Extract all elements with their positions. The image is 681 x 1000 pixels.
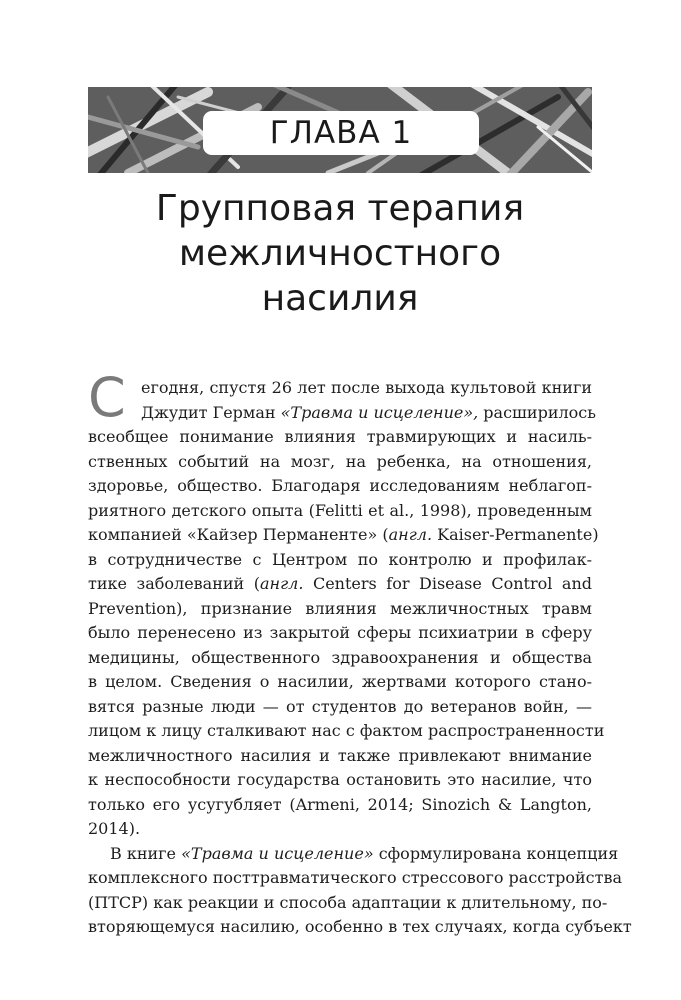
text-line: Prevention), признание влияния межличностных травм: [88, 598, 592, 618]
text-line: всеобщее понимание влияния травмирующих и насиль-: [88, 427, 592, 446]
chapter-title: [60, 186, 620, 321]
text-line: (ПТСР) как реакции и способа адаптации к длительному, по-: [88, 892, 608, 912]
text-line: медицины, общественного здравоохранения и общества: [88, 647, 592, 667]
text-line: здоровье, общество. Благодаря исследованиям неблагоп-: [88, 476, 592, 495]
text-line: лицом к лицу сталкивают нас с фактом распространенности: [88, 721, 605, 740]
title-line: насилия: [261, 278, 419, 319]
text-line: вятся разные люди — от студентов до ветеранов войн, —: [88, 696, 592, 716]
drop-cap: С: [88, 366, 126, 429]
text-line: в целом. Сведения о насилии, жертвами которого стано-: [88, 672, 592, 691]
chapter-label: ГЛАВА 1: [203, 111, 479, 155]
text-line: Джудит Герман «Травма и исцеление», расширилось: [141, 402, 596, 422]
text-line: 2014).: [88, 819, 141, 838]
title-line: Групповая терапия: [155, 188, 525, 229]
text-line: ственных событий на мозг, на ребенка, на отношения,: [88, 451, 592, 471]
text-line: егодня, спустя 26 лет после выхода культовой книги: [141, 378, 592, 397]
text-line: тике заболеваний (англ. Centers for Disease Control and: [88, 574, 593, 593]
body-text: [88, 376, 632, 940]
text-line: вторяющемуся насилию, особенно в тех случаях, когда субъект: [88, 917, 632, 936]
text-line: риятного детского опыта (Felitti et al., 1998), проведенным: [88, 500, 592, 520]
text-line: к неспособности государства остановить это насилие, что: [88, 770, 592, 789]
text-line: В книге «Травма и исцеление» сформулирована концепция: [110, 843, 619, 863]
text-line: только его усугубляет (Armeni, 2014; Sinozich & Langton,: [88, 794, 592, 814]
text-line: было перенесено из закрытой сферы психиатрии в сферу: [88, 623, 592, 642]
text-line: компанией «Кайзер Перманенте» (англ. Kaiser-Permanente): [88, 525, 599, 544]
text-line: межличностного насилия и также привлекают внимание: [88, 745, 592, 765]
text-line: в сотрудничестве с Центром по контролю и профилак-: [88, 549, 592, 569]
title-line: межличностного: [178, 233, 502, 274]
text-line: комплексного посттравматического стрессового расстройства: [88, 868, 622, 887]
